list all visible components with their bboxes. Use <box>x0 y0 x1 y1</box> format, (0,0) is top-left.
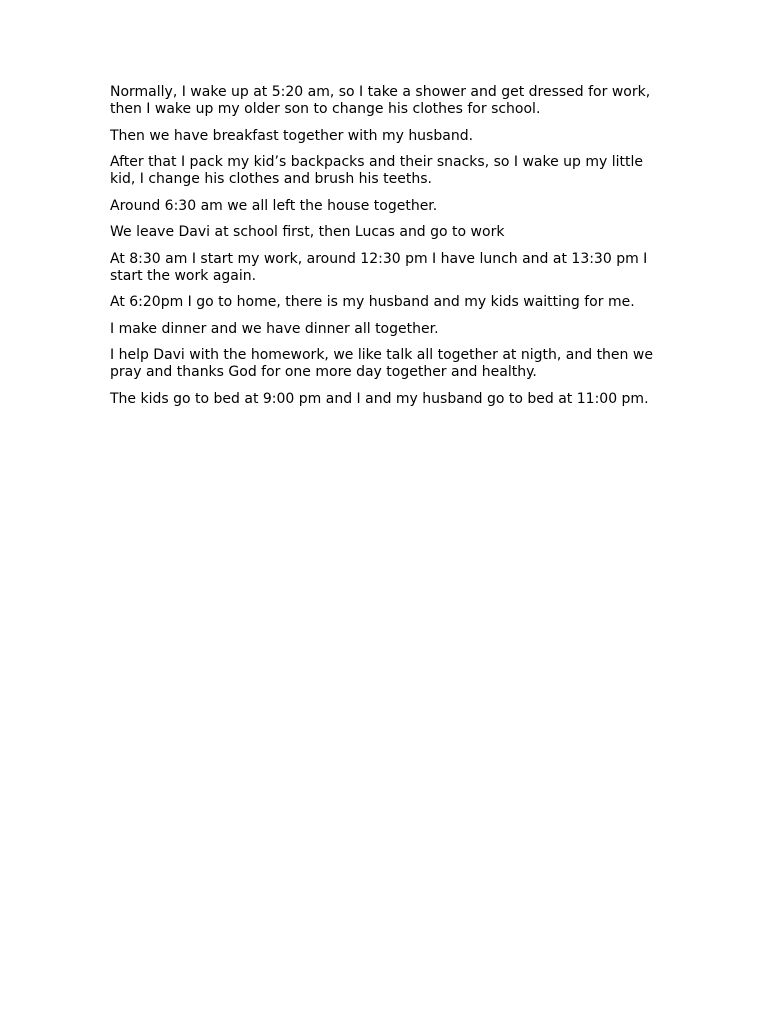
paragraph-school-drop-off: We leave Davi at school first, then Lucas and go to work <box>110 224 505 240</box>
paragraph-backpacks: After that I pack my kid’s backpacks and their snacks, so I wake up my little kid, I change his clothes and brush his teeths. <box>110 154 644 187</box>
paragraph-dinner: I make dinner and we have dinner all together. <box>110 320 439 337</box>
document-body <box>110 84 670 417</box>
paragraph-work-hours: At 8:30 am I start my work, around 12:30 pm I have lunch and at 13:30 pm I start the work again. <box>110 250 648 284</box>
paragraph-breakfast: Then we have breakfast together with my husband. <box>110 127 474 144</box>
paragraph-wake-up: Normally, I wake up at 5:20 am, so I take a shower and get dressed for work, then I wake up my older son to change his clothes for school. <box>110 84 651 117</box>
paragraph-bedtime: The kids go to bed at 9:00 pm and I and my husband go to bed at 11:00 pm. <box>110 390 649 407</box>
paragraph-return-home: At 6:20pm I go to home, there is my husband and my kids waitting for me. <box>110 294 635 310</box>
paragraph-homework: I help Davi with the homework, we like talk all together at nigth, and then we pray and thanks God for one more day together and healthy. <box>110 347 653 380</box>
paragraph-leave-house: Around 6:30 am we all left the house together. <box>110 197 438 214</box>
